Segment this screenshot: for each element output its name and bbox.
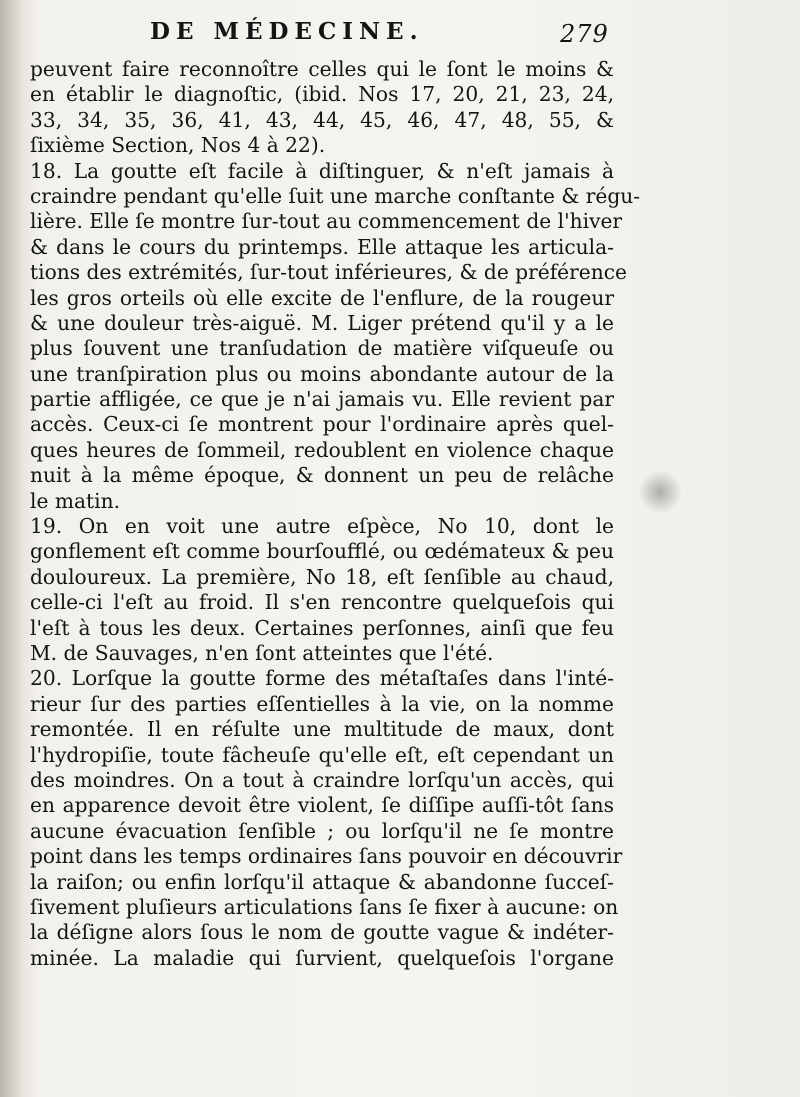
text-line: peuvent faire reconnoître celles qui le ſont le moins & <box>30 57 614 81</box>
text-line: & une douleur très-aiguë. M. Liger prétend qu'il y a le <box>30 310 614 335</box>
text-line: remontée. Il en réſulte une multitude de maux, dont <box>30 717 614 742</box>
text-line: minée. La maladie qui ſurvient, quelqueſois l'organe <box>30 945 614 970</box>
text-line: M. de Sauvages, n'en ſont atteintes que l'été. <box>30 640 494 665</box>
text-line: aucune évacuation ſenſible ; ou lorſqu'il ne ſe montre <box>30 818 614 843</box>
text-line: l'eſt à tous les deux. Certaines perſonnes, ainſi que feu <box>30 615 614 640</box>
text-line: & dans le cours du printemps. Elle attaque les articula- <box>30 234 614 259</box>
page-number: 279 <box>560 20 609 48</box>
text-line: 18. La goutte eſt facile à diſtinguer, & n'eſt jamais à <box>30 158 614 183</box>
text-line: en apparence devoit être violent, ſe diſſipe auſſi-tôt ſans <box>30 793 614 818</box>
text-line: gonflement eſt comme bourſoufflé, ou œdémateux & peu <box>30 539 614 564</box>
body-text <box>30 57 641 971</box>
text-line: partie affligée, ce que je n'ai jamais vu. Elle revient par <box>30 387 614 412</box>
text-line: celle-ci l'eſt au froid. Il s'en rencontre quelqueſois qui <box>30 590 614 615</box>
text-line: accès. Ceux-ci ſe montrent pour l'ordinaire après quel- <box>30 412 614 437</box>
text-line: la raiſon; ou enfin lorſqu'il attaque & abandonne ſucceſ- <box>30 869 614 894</box>
text-line: l'hydropiſie, toute fâcheuſe qu'elle eſt, eſt cependant un <box>30 742 614 767</box>
text-line: ques heures de ſommeil, redoublent en violence chaque <box>30 437 614 462</box>
text-line: 20. Lorſque la goutte forme des métaſtaſes dans l'inté- <box>30 666 614 691</box>
ink-blot <box>638 470 682 514</box>
text-line: 19. On en voit une autre eſpèce, No 10, dont le <box>30 514 614 539</box>
text-line: des moindres. On a tout à craindre lorſqu'un accès, qui <box>30 767 614 792</box>
text-line: ſivement pluſieurs articulations ſans ſe fixer à aucune: on <box>30 894 619 919</box>
text-line: douloureux. La première, No 18, eſt ſenſible au chaud, <box>30 564 614 589</box>
text-line: la déſigne alors ſous le nom de goutte vague & indéter- <box>30 920 614 945</box>
text-line: ſixième Section, Nos 4 à 22). <box>30 133 326 158</box>
text-line: 33, 34, 35, 36, 41, 43, 44, 45, 46, 47, 48, 55, & <box>30 107 614 132</box>
running-title: DE MÉDECINE. <box>150 18 424 45</box>
text-line: point dans les temps ordinaires ſans pouvoir en découvrir <box>30 844 623 869</box>
text-line: le matin. <box>30 488 120 513</box>
text-line: lière. Elle ſe montre ſur-tout au commencement de l'hiver <box>30 209 623 234</box>
page-gutter <box>0 0 22 1097</box>
text-line: craindre pendant qu'elle ſuit une marche conſtante & régu- <box>30 183 641 208</box>
text-line: plus ſouvent une tranſudation de matière viſqueuſe ou <box>30 336 614 361</box>
text-line: les gros orteils où elle excite de l'enflure, de la rougeur <box>30 285 614 310</box>
text-line: nuit à la même époque, & donnent un peu de relâche <box>30 463 614 488</box>
text-line: rieur ſur des parties eſſentielles à la vie, on la nomme <box>30 691 614 716</box>
text-line: une tranſpiration plus ou moins abondante autour de la <box>30 361 614 386</box>
text-line: en établir le diagnoſtic, (ibid. Nos 17, 20, 21, 23, 24, <box>30 82 614 107</box>
text-line: tions des extrémités, ſur-tout inférieures, & de préférence <box>30 260 627 285</box>
